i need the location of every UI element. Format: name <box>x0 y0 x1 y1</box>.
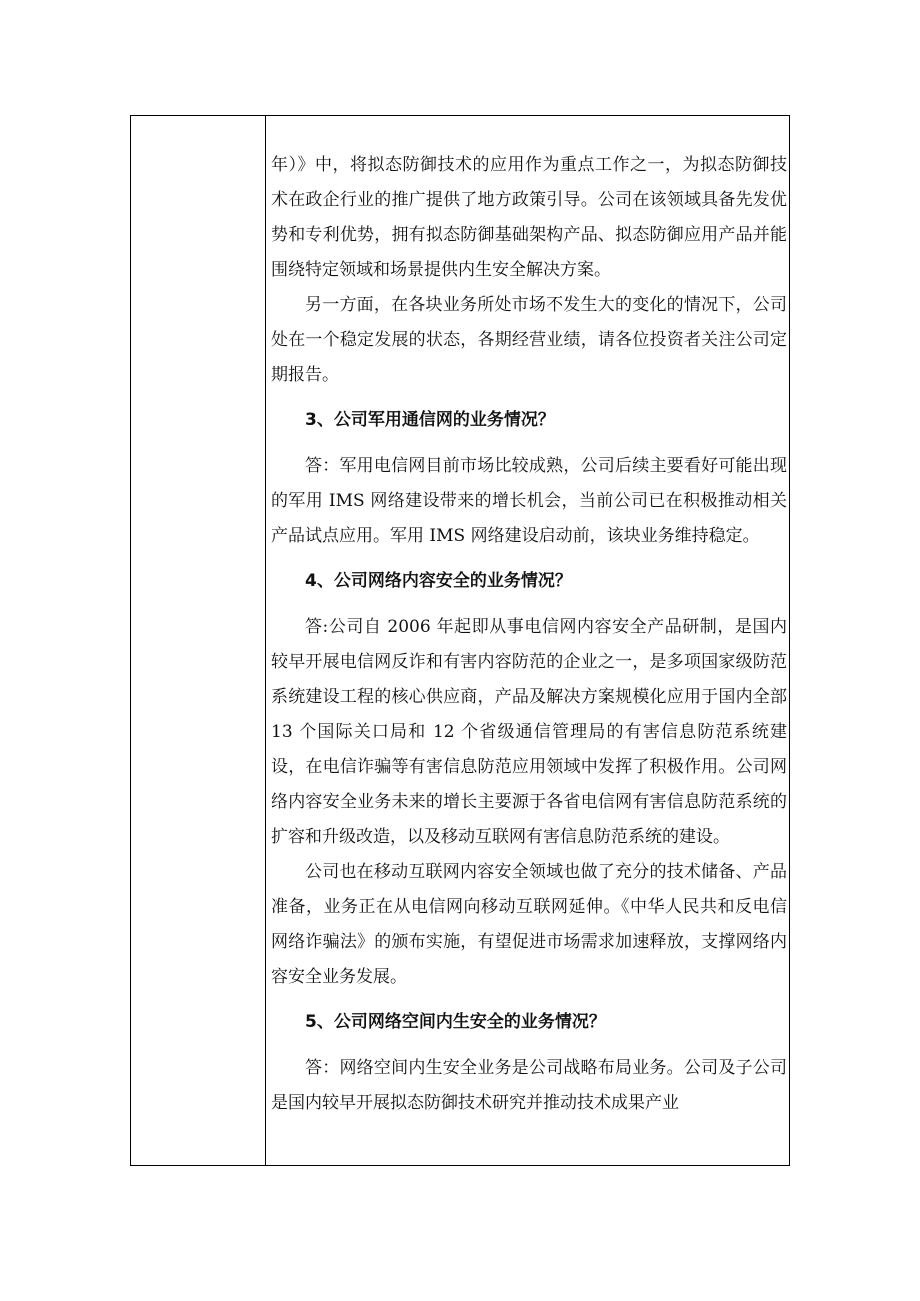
question-4-heading: 4、公司网络内容安全的业务情况？ <box>305 571 572 591</box>
question-3-answer: 答：军用电信网目前市场比较成熟，公司后续主要看好可能出现的军用 IMS 网络建设带来的增长机会，当前公司已在积极推动相关产品试点应用。军用 IMS 网络建设启动前，该块业务维持稳定。 <box>271 456 787 546</box>
question-3-heading: 3、公司军用通信网的业务情况？ <box>305 410 555 430</box>
question-4-answer-continued: 公司也在移动互联网内容安全领域也做了充分的技术储备、产品准备，业务正在从电信网向移动互联网延伸。《中华人民共和反电信网络诈骗法》的颁布实施，有望促进市场需求加速释放，支撑网络内容安全业务发展。 <box>271 862 787 987</box>
question-5-heading: 5、公司网络空间内生安全的业务情况？ <box>305 1012 606 1032</box>
continuation-paragraph: 年）》中，将拟态防御技术的应用作为重点工作之一，为拟态防御技术在政企行业的推广提供了地方政策引导。公司在该领域具备先发优势和专利优势，拥有拟态防御基础架构产品、拟态防御应用产品并能围绕特定领域和场景提供内生安全解决方案。 <box>271 155 787 280</box>
question-4-answer: 答:公司自 2006 年起即从事电信网内容安全产品研制，是国内较早开展电信网反诈和有害内容防范的企业之一，是多项国家级防范系统建设工程的核心供应商，产品及解决方案规模化应用于国内全部 13 个国际关口局和 12 个省级通信管理局的有害信息防范系统建设，在电信诈骗等有害信息防范应用领域中发挥了积极作用。公司网络内容安全业务未来的增长主要源于各省电信网有害信息防范系统的扩容和升级改造，以及移动互联网有害信息防范系统的建设。 <box>271 617 787 847</box>
content-cell <box>266 116 789 1165</box>
question-5-answer: 答：网络空间内生安全业务是公司战略布局业务。公司及子公司是国内较早开展拟态防御技术研究并推动技术成果产业 <box>271 1058 787 1113</box>
paragraph-other-side: 另一方面，在各块业务所处市场不发生大的变化的情况下，公司处在一个稳定发展的状态，各期经营业绩，请各位投资者关注公司定期报告。 <box>271 295 787 385</box>
document-table <box>130 115 790 1166</box>
